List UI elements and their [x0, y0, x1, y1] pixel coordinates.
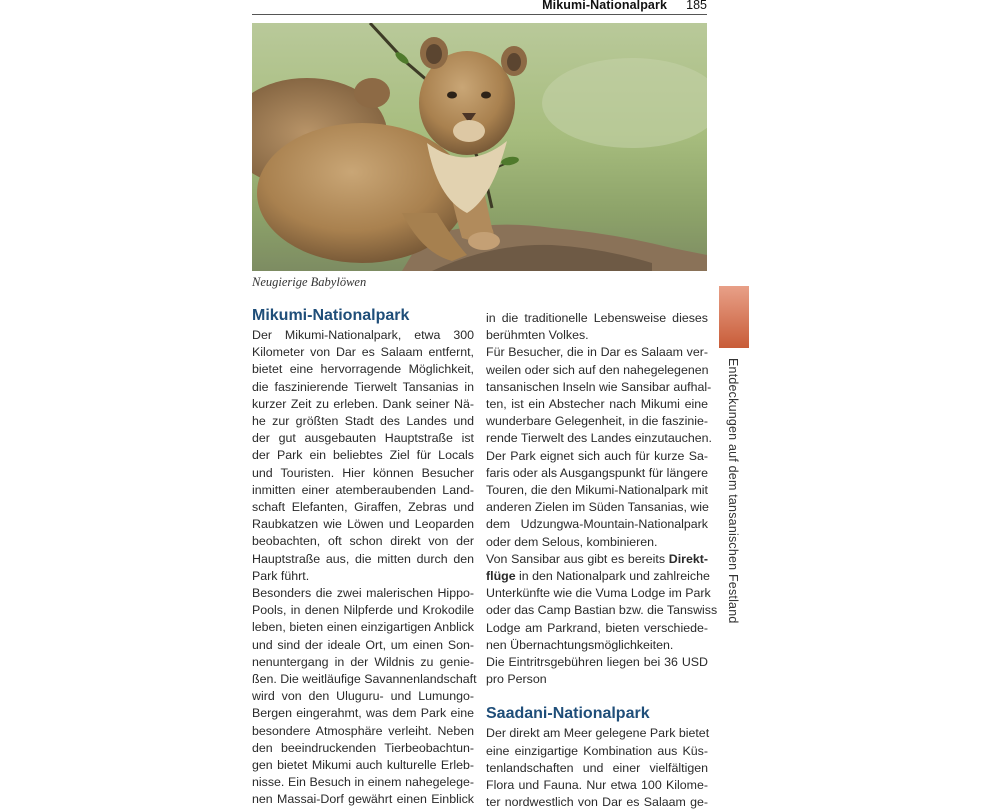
- chapter-side-label: [724, 358, 744, 624]
- text-line: dem Udzungwa-Mountain-Nationalpark: [486, 517, 708, 532]
- text-line: oder das Camp Bastian bzw. die Tanswiss: [486, 603, 718, 618]
- text-line: oder dem Selous, kombinieren.: [486, 534, 658, 549]
- text-line: ßen. Die weitläufige Savannenlandschaft: [252, 672, 477, 687]
- text-line: nenuntergang in der Wildnis zu genie-: [252, 654, 474, 669]
- text-line: eine einzigartige Kombination aus Küs-: [486, 743, 708, 758]
- running-head-title: Mikumi-Nationalpark: [542, 0, 667, 12]
- bold-term-direktfluege: flüge: [486, 569, 516, 584]
- text-line: berühmten Volkes.: [486, 328, 589, 343]
- text-line: der Park ein beliebtes Ziel für Locals: [252, 448, 474, 463]
- photo-caption: Neugierige Babylöwen: [252, 275, 367, 289]
- lion-cubs-photo: [252, 23, 707, 271]
- section-heading-mikumi: Mikumi-Nationalpark: [252, 307, 410, 324]
- text-line: Kilometer von Dar es Salaam entfernt,: [252, 345, 474, 360]
- text-line: Park führt.: [252, 568, 310, 583]
- text-line: tenlandschaften und einer vielfältigen: [486, 760, 708, 775]
- saadani-body-text: [486, 725, 708, 811]
- chapter-side-label-text: Entdeckungen auf dem tansanischen Festland: [726, 358, 740, 624]
- text-line: [486, 568, 708, 585]
- text-line: [486, 551, 708, 568]
- text-line: kurzer Zeit zu erleben. Dank seiner Nä-: [252, 396, 474, 411]
- text-line: schaft Elefanten, Giraffen, Zebras und: [252, 500, 474, 515]
- text-line: Besonders die zwei malerischen Hippo-: [252, 586, 474, 601]
- text-fragment: in den Nationalpark und zahlreiche: [515, 569, 710, 584]
- text-line: der gut ausgebauten Hauptstraße ist: [252, 431, 474, 446]
- text-line: Lodge am Parkrand, bieten verschiede-: [486, 620, 708, 635]
- text-line: ten, ist ein Abstecher nach Mikumi eine: [486, 397, 708, 412]
- text-line: Für Besucher, die in Dar es Salaam ver-: [486, 345, 708, 360]
- page-number: 185: [686, 0, 707, 12]
- text-line: nen Übernachtungsmöglichkeiten.: [486, 637, 674, 652]
- text-line: Unterkünfte wie die Vuma Lodge im Park: [486, 586, 711, 601]
- text-line: besondere Atmosphäre verleiht. Neben: [252, 723, 474, 738]
- text-line: und sind der ideale Ort, um einen Son-: [252, 637, 474, 652]
- right-column: [486, 310, 718, 811]
- text-line: gen bietet Mikumi auch kulturelle Erleb-: [252, 758, 474, 773]
- text-line: beobachten, oft schon direkt von der: [252, 534, 474, 549]
- text-line: nisse. Ein Besuch in einem nahegelege-: [252, 775, 474, 790]
- text-line: nen Massai-Dorf gewährt einen Einblick: [252, 792, 474, 807]
- bold-term-direktfluege: Direkt-: [668, 551, 708, 566]
- mikumi-body-text: [252, 327, 477, 809]
- text-line: he zur größten Stadt des Landes und: [252, 414, 474, 429]
- text-line: in die traditionelle Lebensweise dieses: [486, 311, 708, 325]
- text-line: die faszinierende Tierwelt Tansanias in: [252, 379, 474, 394]
- text-line: Der Mikumi-Nationalpark, etwa 300: [252, 328, 474, 342]
- text-line: anderen Zielen im Süden Tansanias, wie: [486, 500, 709, 515]
- text-line: Touren, die den Mikumi-Nationalpark mit: [486, 483, 708, 498]
- text-line: bietet eine hervorragende Möglichkeit,: [252, 362, 474, 377]
- left-column: [252, 306, 477, 809]
- mikumi-body-text-continued: [486, 310, 718, 688]
- text-line: leben, bieten einen einzigartigen Anblick: [252, 620, 474, 635]
- text-line: inmitten einer atemberaubenden Land-: [252, 482, 474, 497]
- text-line: Pools, in denen Nilpferde und Krokodile: [252, 603, 474, 618]
- text-line: wunderbare Gelegenheit, in die faszinie-: [486, 414, 708, 429]
- text-line: Der direkt am Meer gelegene Park bietet: [486, 726, 710, 741]
- text-line: Bergen eingerahmt, was dem Park eine: [252, 706, 474, 721]
- text-line: Raubkatzen wie Löwen und Leoparden: [252, 517, 474, 532]
- text-line: tansanischen Inseln wie Sansibar aufhal-: [486, 379, 712, 394]
- running-head: [252, 0, 707, 15]
- text-line: rende Tierwelt des Landes einzutauchen.: [486, 431, 712, 446]
- text-line: weilen oder sich auf den nahegelegenen: [486, 362, 709, 377]
- text-line: Die Eintritrsgebühren liegen bei 36 USD: [486, 655, 708, 670]
- text-line: Der Park eignet sich auch für kurze Sa-: [486, 448, 708, 463]
- text-line: Hauptstraße aus, die mitten durch den: [252, 551, 474, 566]
- text-line: pro Person: [486, 672, 547, 687]
- text-line: wird von den Uluguru- und Lumungo-: [252, 689, 474, 704]
- text-line: faris oder als Ausgangspunkt für längere: [486, 465, 708, 480]
- section-heading-saadani: Saadani-Nationalpark: [486, 705, 650, 723]
- text-line: ter nordwestlich von Dar es Salaam ge-: [486, 795, 708, 810]
- text-line: und Touristen. Hier können Besucher: [252, 465, 474, 480]
- text-line: den beeindruckenden Tierbeobachtun-: [252, 740, 474, 755]
- chapter-tab-marker: [719, 286, 749, 348]
- text-fragment: Von Sansibar aus gibt es bereits: [486, 551, 669, 566]
- text-line: Flora und Fauna. Nur etwa 100 Kilome-: [486, 778, 708, 793]
